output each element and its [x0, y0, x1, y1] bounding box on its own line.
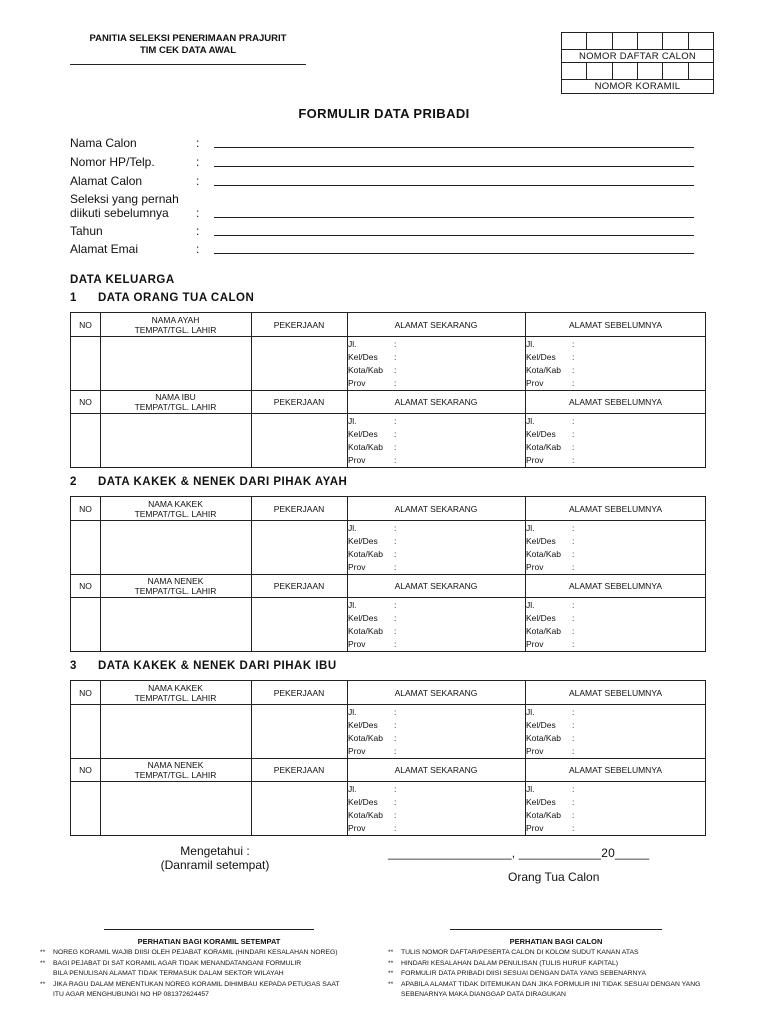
field-line[interactable]: [214, 147, 694, 148]
address-line[interactable]: [348, 719, 518, 732]
address-key: Kel/Des: [348, 429, 378, 439]
address-colon: :: [572, 429, 575, 439]
address-line[interactable]: [348, 822, 518, 835]
address-key: Kota/Kab: [526, 442, 561, 452]
field-label: Seleksi yang pernah: [70, 192, 179, 206]
address-key: Prov: [348, 378, 366, 388]
address-line[interactable]: [526, 599, 696, 612]
address-key: Kota/Kab: [348, 365, 383, 375]
address-colon: :: [394, 600, 397, 610]
address-key: Kel/Des: [348, 720, 378, 730]
committee-header: [70, 33, 306, 57]
address-colon: :: [394, 352, 397, 362]
section-title: DATA KAKEK & NENEK DARI PIHAK AYAH: [98, 476, 348, 488]
address-colon: :: [572, 378, 575, 388]
address-colon: :: [572, 455, 575, 465]
note-item: BILA PENULISAN ALAMAT TIDAK TERMASUK DALAM SEKTOR WILAYAH: [53, 970, 284, 978]
address-key: Kota/Kab: [526, 365, 561, 375]
family-table: [70, 496, 706, 652]
field-colon: :: [196, 136, 200, 150]
address-line[interactable]: [526, 364, 696, 377]
note-item: ** TULIS NOMOR DAFTAR/PESERTA CALON DI KOLOM SUDUT KANAN ATAS: [388, 949, 639, 956]
address-key: Prov: [526, 639, 544, 649]
address-colon: :: [394, 549, 397, 559]
col-no: NO: [79, 397, 92, 407]
address-colon: :: [572, 810, 575, 820]
address-line[interactable]: [526, 415, 696, 428]
address-key: Jl.: [348, 523, 357, 533]
address-colon: :: [572, 562, 575, 572]
candidate-notes-title: PERHATIAN BAGI CALON: [509, 937, 603, 946]
address-colon: :: [572, 523, 575, 533]
address-colon: :: [394, 378, 397, 388]
previous-address-block[interactable]: [526, 522, 696, 574]
table-header-row: [71, 313, 705, 337]
address-line[interactable]: [348, 796, 518, 809]
field-line[interactable]: [214, 217, 694, 218]
address-key: Kota/Kab: [526, 549, 561, 559]
address-key: Kota/Kab: [526, 733, 561, 743]
parent-signature-line[interactable]: [450, 929, 662, 930]
address-line[interactable]: [526, 351, 696, 364]
section-title: DATA ORANG TUA CALON: [98, 292, 255, 304]
col-current-address: ALAMAT SEKARANG: [394, 581, 478, 591]
address-colon: :: [572, 600, 575, 610]
col-name: NAMA KAKEK TEMPAT/TGL. LAHIR: [134, 498, 217, 519]
field-nama-calon[interactable]: [70, 134, 700, 150]
address-colon: :: [572, 352, 575, 362]
current-address-block[interactable]: [348, 783, 518, 835]
section-heading: [70, 292, 254, 304]
col-job: PEKERJAAN: [273, 397, 325, 407]
address-key: Prov: [526, 746, 544, 756]
registration-digit-cells[interactable]: [562, 33, 713, 49]
field-alamat-calon[interactable]: [70, 172, 700, 188]
col-previous-address: ALAMAT SEBELUMNYA: [568, 765, 663, 775]
note-item: ** BAGI PEJABAT DI SAT KORAMIL AGAR TIDAK MENANDATANGANI FORMULIR: [40, 959, 302, 967]
form-title: FORMULIR DATA PRIBADI: [298, 106, 470, 121]
address-line[interactable]: [526, 732, 696, 745]
section-number: 3: [70, 660, 77, 672]
address-colon: :: [572, 536, 575, 546]
address-line[interactable]: [526, 428, 696, 441]
address-colon: :: [394, 613, 397, 623]
address-line[interactable]: [348, 428, 518, 441]
current-address-block[interactable]: [348, 706, 518, 758]
address-line[interactable]: [526, 822, 696, 835]
address-key: Kota/Kab: [348, 733, 383, 743]
address-line[interactable]: [526, 441, 696, 454]
address-colon: :: [572, 746, 575, 756]
address-colon: :: [394, 455, 397, 465]
address-key: Kel/Des: [526, 720, 556, 730]
previous-address-block[interactable]: [526, 415, 696, 467]
address-line[interactable]: [348, 732, 518, 745]
col-name: NAMA NENEK TEMPAT/TGL. LAHIR: [134, 760, 217, 780]
field-colon: :: [196, 174, 200, 188]
note-item: ** FORMULIR DATA PRIBADI DIISI SESUAI DENGAN DATA YANG SEBENARNYA: [388, 970, 646, 978]
address-line[interactable]: [526, 809, 696, 822]
ack-role: (Danramil setempat): [160, 858, 270, 872]
section-title: DATA KAKEK & NENEK DARI PIHAK IBU: [98, 660, 337, 672]
address-key: Jl.: [348, 416, 357, 426]
address-line[interactable]: [526, 522, 696, 535]
field-line[interactable]: [214, 253, 694, 254]
note-item: ITU AGAR MENGHUBUNGI NO HP 081372624457: [53, 991, 209, 999]
address-key: Kota/Kab: [348, 549, 383, 559]
address-line[interactable]: [526, 454, 696, 467]
address-colon: :: [394, 562, 397, 572]
address-line[interactable]: [526, 338, 696, 351]
address-line[interactable]: [348, 625, 518, 638]
address-colon: :: [394, 523, 397, 533]
col-previous-address: ALAMAT SEBELUMNYA: [568, 687, 663, 698]
col-name: NAMA IBU TEMPAT/TGL. LAHIR: [134, 392, 217, 412]
address-colon: :: [394, 797, 397, 807]
col-previous-address: ALAMAT SEBELUMNYA: [568, 581, 663, 591]
address-colon: :: [572, 365, 575, 375]
field-alamat-email[interactable]: [70, 240, 700, 256]
address-key: Kel/Des: [526, 352, 556, 362]
team-name: TIM CEK DATA AWAL: [139, 45, 237, 56]
address-line[interactable]: [348, 415, 518, 428]
address-line[interactable]: [348, 809, 518, 822]
address-colon: :: [394, 442, 397, 452]
address-colon: :: [572, 626, 575, 636]
candidate-notes: [388, 948, 733, 1001]
address-key: Kel/Des: [348, 352, 378, 362]
field-line[interactable]: [214, 185, 694, 186]
address-key: Kota/Kab: [526, 810, 561, 820]
table-data-row[interactable]: [71, 521, 705, 574]
registration-number-box: [561, 32, 714, 94]
address-colon: :: [394, 733, 397, 743]
koramil-notes-title: PERHATIAN BAGI KORAMIL SETEMPAT: [137, 937, 281, 946]
address-key: Kel/Des: [348, 613, 378, 623]
address-key: Prov: [348, 562, 366, 572]
address-line[interactable]: [526, 745, 696, 758]
address-key: Prov: [526, 823, 544, 833]
field-colon: :: [196, 155, 200, 169]
current-address-block[interactable]: [348, 338, 518, 390]
address-line[interactable]: [526, 625, 696, 638]
address-colon: :: [572, 784, 575, 794]
address-line[interactable]: [348, 351, 518, 364]
address-line[interactable]: [348, 441, 518, 454]
address-key: Jl.: [526, 339, 535, 349]
col-job: PEKERJAAN: [273, 319, 325, 330]
note-item: ** JIKA RAGU DALAM MENENTUKAN NOREG KORAMIL DIHIMBAU KEPADA PETUGAS SAAT: [40, 980, 340, 988]
address-colon: :: [572, 733, 575, 743]
address-colon: :: [572, 823, 575, 833]
address-colon: :: [394, 707, 397, 717]
address-colon: :: [394, 416, 397, 426]
col-no: NO: [79, 581, 92, 591]
address-colon: :: [572, 720, 575, 730]
address-colon: :: [394, 810, 397, 820]
address-key: Kel/Des: [348, 797, 378, 807]
address-key: Kel/Des: [526, 429, 556, 439]
section-heading: [70, 660, 337, 672]
col-current-address: ALAMAT SEKARANG: [394, 319, 478, 330]
address-line[interactable]: [526, 783, 696, 796]
note-item: ** HINDARI KESALAHAN DALAM PENULISAN (TULIS HURUF KAPITAL): [388, 959, 619, 967]
address-colon: :: [394, 536, 397, 546]
table-header-row: [71, 758, 705, 782]
address-line[interactable]: [348, 783, 518, 796]
address-line[interactable]: [348, 599, 518, 612]
address-key: Prov: [348, 746, 366, 756]
col-no: NO: [79, 687, 92, 698]
col-job: PEKERJAAN: [273, 687, 325, 698]
address-key: Kota/Kab: [348, 810, 383, 820]
address-key: Jl.: [526, 600, 535, 610]
col-no: NO: [79, 765, 92, 775]
address-colon: :: [394, 429, 397, 439]
address-colon: :: [572, 707, 575, 717]
address-colon: :: [572, 339, 575, 349]
address-colon: :: [394, 823, 397, 833]
address-colon: :: [572, 442, 575, 452]
note-item: ** NOREG KORAMIL WAJIB DIISI OLEH PEJABAT KORAMIL (HINDARI KESALAHAN NOREG): [40, 949, 338, 956]
address-line[interactable]: [526, 535, 696, 548]
col-previous-address: ALAMAT SEBELUMNYA: [568, 397, 663, 407]
col-current-address: ALAMAT SEKARANG: [394, 687, 478, 698]
field-label: Alamat Emai: [70, 242, 139, 256]
koramil-notes: [40, 948, 380, 1001]
address-line[interactable]: [348, 561, 518, 574]
col-current-address: ALAMAT SEKARANG: [394, 503, 478, 514]
col-current-address: ALAMAT SEKARANG: [394, 765, 478, 775]
field-label: Nomor HP/Telp.: [70, 155, 155, 169]
previous-address-block[interactable]: [526, 706, 696, 758]
col-name: NAMA AYAH TEMPAT/TGL. LAHIR: [134, 314, 217, 335]
address-key: Jl.: [526, 707, 535, 717]
address-key: Prov: [348, 823, 366, 833]
address-key: Jl.: [526, 784, 535, 794]
col-job: PEKERJAAN: [273, 581, 325, 591]
committee-name: PANITIA SELEKSI PENERIMAAN PRAJURIT: [89, 33, 287, 44]
field-label: Nama Calon: [70, 136, 137, 150]
koramil-label: NOMOR KORAMIL: [562, 79, 713, 94]
header-underline: [70, 64, 306, 65]
address-key: Prov: [526, 378, 544, 388]
address-line[interactable]: [348, 706, 518, 719]
address-key: Kota/Kab: [526, 626, 561, 636]
parent-signature-label: Orang Tua Calon: [508, 870, 600, 884]
col-name: NAMA NENEK TEMPAT/TGL. LAHIR: [134, 576, 217, 596]
address-key: Prov: [348, 455, 366, 465]
field-label-line2: diikuti sebelumnya: [70, 206, 169, 220]
address-line[interactable]: [348, 535, 518, 548]
field-label: Tahun: [70, 224, 103, 238]
family-table: [70, 680, 706, 836]
field-colon: :: [196, 206, 200, 220]
col-job: PEKERJAAN: [273, 503, 325, 514]
field-seleksi-sebelumnya[interactable]: [70, 190, 700, 220]
col-name: NAMA KAKEK TEMPAT/TGL. LAHIR: [134, 682, 217, 703]
address-line[interactable]: [526, 561, 696, 574]
address-line[interactable]: [348, 548, 518, 561]
table-data-row[interactable]: [71, 337, 705, 390]
current-address-block[interactable]: [348, 415, 518, 467]
address-key: Kota/Kab: [348, 626, 383, 636]
address-colon: :: [394, 339, 397, 349]
field-colon: :: [196, 242, 200, 256]
address-key: Jl.: [526, 416, 535, 426]
address-line[interactable]: [348, 364, 518, 377]
address-line[interactable]: [348, 377, 518, 390]
address-key: Prov: [526, 455, 544, 465]
address-line[interactable]: [526, 638, 696, 651]
family-data-heading: DATA KELUARGA: [70, 274, 175, 286]
col-no: NO: [79, 503, 92, 514]
section-heading: [70, 476, 347, 488]
previous-address-block[interactable]: [526, 783, 696, 835]
address-colon: :: [394, 365, 397, 375]
previous-address-block[interactable]: [526, 599, 696, 651]
field-label: Alamat Calon: [70, 174, 143, 188]
current-address-block[interactable]: [348, 522, 518, 574]
current-address-block[interactable]: [348, 599, 518, 651]
address-colon: :: [394, 639, 397, 649]
field-line[interactable]: [214, 235, 694, 236]
address-key: Kel/Des: [348, 536, 378, 546]
table-data-row[interactable]: [71, 598, 705, 651]
table-data-row[interactable]: [71, 705, 705, 758]
address-key: Kota/Kab: [348, 442, 383, 452]
address-key: Prov: [526, 562, 544, 572]
field-tahun[interactable]: [70, 222, 700, 238]
address-colon: :: [572, 613, 575, 623]
address-line[interactable]: [348, 745, 518, 758]
address-colon: :: [572, 797, 575, 807]
table-header-row: [71, 681, 705, 705]
acknowledgement: [150, 844, 280, 872]
address-line[interactable]: [348, 638, 518, 651]
address-line[interactable]: [348, 612, 518, 625]
address-line[interactable]: [526, 548, 696, 561]
field-line[interactable]: [214, 166, 694, 167]
address-line[interactable]: [348, 522, 518, 535]
address-colon: :: [572, 549, 575, 559]
section-number: 1: [70, 292, 77, 304]
address-key: Kel/Des: [526, 613, 556, 623]
address-key: Jl.: [348, 784, 357, 794]
koramil-signature-line[interactable]: [104, 929, 314, 930]
col-no: NO: [79, 319, 92, 330]
address-line[interactable]: [526, 719, 696, 732]
field-nomor-hp[interactable]: [70, 153, 700, 169]
address-colon: :: [394, 784, 397, 794]
address-line[interactable]: [348, 338, 518, 351]
table-header-row: [71, 390, 705, 414]
address-line[interactable]: [526, 377, 696, 390]
address-key: Jl.: [526, 523, 535, 533]
note-item: SEBENARNYA MAKA DIANGGAP DATA DIRAGUKAN: [401, 991, 566, 999]
table-data-row[interactable]: [71, 782, 705, 835]
address-key: Kel/Des: [526, 536, 556, 546]
table-header-row: [71, 574, 705, 598]
col-previous-address: ALAMAT SEBELUMNYA: [568, 319, 663, 330]
place-date-line[interactable]: __________________, ____________20_____: [388, 846, 650, 860]
col-previous-address: ALAMAT SEBELUMNYA: [568, 503, 663, 514]
ack-label: Mengetahui :: [180, 844, 250, 858]
address-line[interactable]: [348, 454, 518, 467]
address-key: Kel/Des: [526, 797, 556, 807]
note-item: ** APABILA ALAMAT TIDAK DITEMUKAN DAN JIKA FORMULIR INI TIDAK SESUAI DENGAN YANG: [388, 980, 701, 988]
address-colon: :: [394, 720, 397, 730]
address-key: Prov: [348, 639, 366, 649]
col-current-address: ALAMAT SEKARANG: [394, 397, 478, 407]
address-colon: :: [572, 639, 575, 649]
address-key: Jl.: [348, 600, 357, 610]
previous-address-block[interactable]: [526, 338, 696, 390]
table-data-row[interactable]: [71, 414, 705, 467]
col-job: PEKERJAAN: [273, 765, 325, 775]
registration-label: NOMOR DAFTAR CALON: [562, 49, 713, 63]
koramil-digit-cells[interactable]: [562, 63, 713, 79]
table-header-row: [71, 497, 705, 521]
field-colon: :: [196, 224, 200, 238]
section-number: 2: [70, 476, 77, 488]
address-colon: :: [394, 626, 397, 636]
address-key: Jl.: [348, 339, 357, 349]
address-colon: :: [394, 746, 397, 756]
address-line[interactable]: [526, 706, 696, 719]
address-colon: :: [572, 416, 575, 426]
address-line[interactable]: [526, 796, 696, 809]
family-table: [70, 312, 706, 468]
address-key: Jl.: [348, 707, 357, 717]
address-line[interactable]: [526, 612, 696, 625]
